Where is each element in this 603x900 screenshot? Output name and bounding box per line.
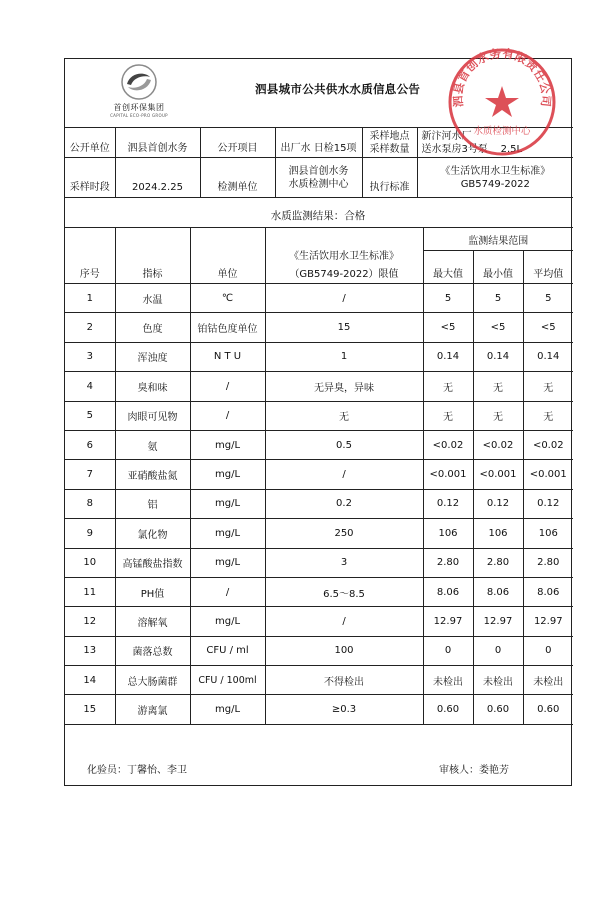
table-row (65, 342, 573, 371)
unit-label: 检测单位 (200, 158, 275, 198)
cell-avg: 12.97 (523, 607, 573, 636)
cell-avg: 0 (523, 636, 573, 665)
cell-avg: 0.14 (523, 342, 573, 371)
cell-unit: mg/L (190, 548, 265, 577)
page-title: 泗县城市公共供水水质信息公告 (255, 82, 421, 96)
table-row (65, 666, 573, 695)
logo-swirl-icon (118, 63, 160, 101)
cell-name: 溶解氧 (115, 607, 190, 636)
cell-max: 2.80 (423, 548, 473, 577)
site-label: 采样地点 (369, 130, 410, 142)
cell-min: 5 (473, 284, 523, 313)
cell-min: <5 (473, 313, 523, 342)
cell-unit: mg/L (190, 489, 265, 518)
cell-no: 11 (65, 577, 115, 606)
company-logo (89, 63, 189, 123)
logo-name-en: CAPITAL ECO-PRO GROUP (110, 113, 168, 118)
cell-min: 8.06 (473, 577, 523, 606)
cell-max: <0.001 (423, 460, 473, 489)
cell-unit: / (190, 401, 265, 430)
cell-max: 5 (423, 284, 473, 313)
cell-min: <0.02 (473, 430, 523, 459)
cell-name: 总大肠菌群 (115, 666, 190, 695)
cell-limit: 6.5～8.5 (265, 577, 423, 606)
cell-min: 0.60 (473, 695, 523, 724)
cell-no: 3 (65, 342, 115, 371)
site-line-1: 新汴河水厂 (421, 130, 472, 142)
cell-min: 未检出 (473, 666, 523, 695)
cell-min: 无 (473, 372, 523, 401)
table-row (65, 489, 573, 518)
cell-min: <0.001 (473, 460, 523, 489)
col-name: 指标 (115, 228, 190, 284)
table-row (65, 460, 573, 489)
unit-line-2: 水质检测中心 (288, 178, 349, 190)
cell-avg: 106 (523, 519, 573, 548)
cell-no: 7 (65, 460, 115, 489)
cell-no: 14 (65, 666, 115, 695)
cell-max: <5 (423, 313, 473, 342)
cell-unit: 铂钴色度单位 (190, 313, 265, 342)
period-value: 2024.2.25 (115, 158, 200, 198)
cell-no: 1 (65, 284, 115, 313)
cell-no: 6 (65, 430, 115, 459)
cell-name: 臭和味 (115, 372, 190, 401)
unit-value (275, 158, 362, 198)
cell-unit: mg/L (190, 460, 265, 489)
cell-unit: / (190, 372, 265, 401)
standard-line-1: 《生活饮用水卫生标准》 (440, 165, 551, 177)
cell-unit: mg/L (190, 430, 265, 459)
official-seal-stamp (444, 44, 560, 160)
cell-limit: 250 (265, 519, 423, 548)
reviewer-signature: 审核人：娄艳芳 (439, 765, 509, 776)
star-icon (485, 86, 519, 117)
standard-value (417, 158, 573, 198)
cell-no: 8 (65, 489, 115, 518)
cell-name: 亚硝酸盐氮 (115, 460, 190, 489)
cell-limit: / (265, 607, 423, 636)
cell-limit: / (265, 284, 423, 313)
result-summary: 水质监测结果：合格 (270, 210, 366, 222)
cell-avg: 无 (523, 372, 573, 401)
table-row (65, 636, 573, 665)
cell-limit: ≥0.3 (265, 695, 423, 724)
cell-unit: CFU / 100ml (190, 666, 265, 695)
cell-avg: <5 (523, 313, 573, 342)
table-row (65, 430, 573, 459)
cell-avg: 0.60 (523, 695, 573, 724)
cell-name: 高锰酸盐指数 (115, 548, 190, 577)
table-row (65, 548, 573, 577)
col-limit-line-2: （GB5749-2022）限值 (289, 269, 399, 280)
cell-max: 0.12 (423, 489, 473, 518)
cell-max: 0.14 (423, 342, 473, 371)
cell-limit: 3 (265, 548, 423, 577)
cell-max: <0.02 (423, 430, 473, 459)
cell-avg: 未检出 (523, 666, 573, 695)
results-table (65, 227, 573, 725)
report-sheet (64, 58, 572, 786)
cell-unit: mg/L (190, 519, 265, 548)
table-row (65, 607, 573, 636)
site-count-labels (362, 128, 417, 158)
seal-bottom-text: 水质检测中心 (473, 126, 531, 137)
cell-min: 无 (473, 401, 523, 430)
table-row (65, 313, 573, 342)
cell-name: 铝 (115, 489, 190, 518)
item-label: 公开项目 (200, 128, 275, 158)
count-label: 采样数量 (369, 143, 410, 155)
table-row (65, 695, 573, 724)
cell-no: 10 (65, 548, 115, 577)
col-min: 最小值 (473, 251, 523, 284)
cell-name: PH值 (115, 577, 190, 606)
header-row-1 (65, 228, 573, 251)
table-row (65, 372, 573, 401)
cell-limit: 100 (265, 636, 423, 665)
logo-name-cn: 首创环保集团 (113, 103, 165, 112)
cell-avg: 8.06 (523, 577, 573, 606)
publisher-label: 公开单位 (65, 128, 115, 158)
cell-unit: mg/L (190, 695, 265, 724)
cell-min: 2.80 (473, 548, 523, 577)
cell-limit: 0.5 (265, 430, 423, 459)
cell-avg: <0.001 (523, 460, 573, 489)
standard-line-2: GB5749-2022 (460, 178, 530, 190)
cell-min: 0.14 (473, 342, 523, 371)
col-index: 序号 (65, 228, 115, 284)
table-row (65, 284, 573, 313)
cell-no: 2 (65, 313, 115, 342)
cell-avg: 无 (523, 401, 573, 430)
cell-no: 15 (65, 695, 115, 724)
cell-no: 13 (65, 636, 115, 665)
standard-label: 执行标准 (362, 158, 417, 198)
cell-limit: 1 (265, 342, 423, 371)
cell-max: 12.97 (423, 607, 473, 636)
table-row (65, 577, 573, 606)
col-unit: 单位 (190, 228, 265, 284)
cell-unit: N T U (190, 342, 265, 371)
publisher-value: 泗县首创水务 (115, 128, 200, 158)
col-range: 监测结果范围 (423, 228, 573, 251)
cell-max: 0.60 (423, 695, 473, 724)
cell-limit: 不得检出 (265, 666, 423, 695)
cell-name: 水温 (115, 284, 190, 313)
unit-line-1: 泗县首创水务 (288, 165, 349, 177)
cell-avg: 0.12 (523, 489, 573, 518)
tester-signature: 化验员：丁馨怡、李卫 (87, 765, 187, 776)
cell-avg: 2.80 (523, 548, 573, 577)
cell-max: 106 (423, 519, 473, 548)
cell-limit: 15 (265, 313, 423, 342)
cell-max: 8.06 (423, 577, 473, 606)
cell-limit: 0.2 (265, 489, 423, 518)
cell-limit: / (265, 460, 423, 489)
period-label: 采样时段 (65, 158, 115, 198)
cell-limit: 无 (265, 401, 423, 430)
cell-min: 12.97 (473, 607, 523, 636)
cell-name: 游离氯 (115, 695, 190, 724)
cell-min: 106 (473, 519, 523, 548)
meta-row-2 (65, 158, 573, 198)
col-max: 最大值 (423, 251, 473, 284)
cell-avg: <0.02 (523, 430, 573, 459)
cell-no: 4 (65, 372, 115, 401)
col-limit (265, 228, 423, 284)
count-value: 2.5L (500, 143, 523, 155)
table-row (65, 519, 573, 548)
item-value: 出厂水 日检15项 (275, 128, 362, 158)
cell-name: 氯化物 (115, 519, 190, 548)
cell-name: 菌落总数 (115, 636, 190, 665)
cell-unit: ℃ (190, 284, 265, 313)
cell-max: 未检出 (423, 666, 473, 695)
cell-no: 9 (65, 519, 115, 548)
seal-arc-text: 泗县首创水务有限责任公司 (450, 46, 554, 108)
cell-name: 肉眼可见物 (115, 401, 190, 430)
cell-name: 氨 (115, 430, 190, 459)
cell-name: 色度 (115, 313, 190, 342)
col-avg: 平均值 (523, 251, 573, 284)
cell-unit: CFU / ml (190, 636, 265, 665)
table-row (65, 401, 573, 430)
cell-max: 0 (423, 636, 473, 665)
cell-avg: 5 (523, 284, 573, 313)
site-pump: 送水泵房3号泵 (421, 143, 488, 155)
cell-min: 0.12 (473, 489, 523, 518)
cell-unit: mg/L (190, 607, 265, 636)
col-limit-line-1: 《生活饮用水卫生标准》 (289, 251, 399, 262)
cell-unit: / (190, 577, 265, 606)
cell-no: 12 (65, 607, 115, 636)
cell-max: 无 (423, 401, 473, 430)
cell-min: 0 (473, 636, 523, 665)
cell-no: 5 (65, 401, 115, 430)
cell-max: 无 (423, 372, 473, 401)
cell-name: 浑浊度 (115, 342, 190, 371)
cell-limit: 无异臭，异味 (265, 372, 423, 401)
